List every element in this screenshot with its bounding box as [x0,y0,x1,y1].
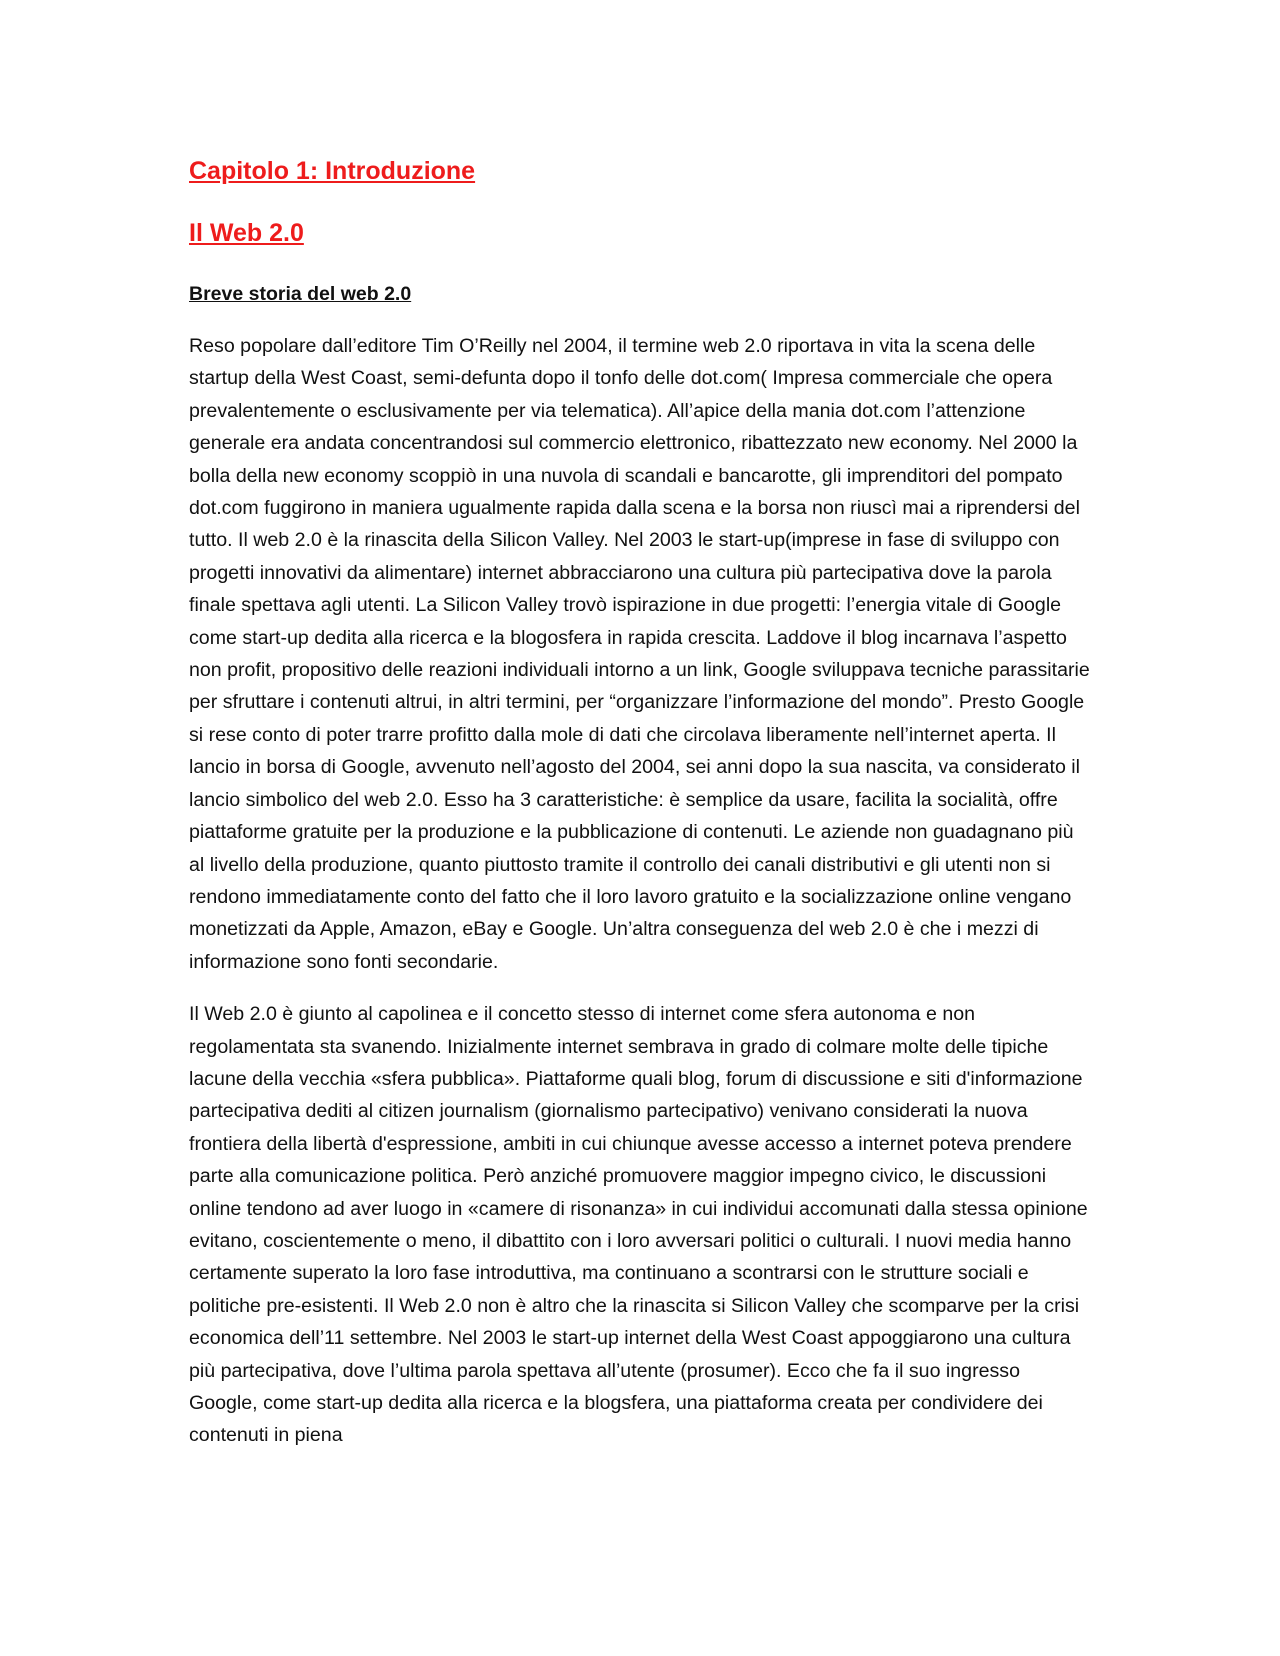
chapter-title: Capitolo 1: Introduzione [189,157,476,185]
body-paragraph-1: Reso popolare dall’editore Tim O’Reilly nel 2004, il termine web 2.0 riportava in vita la scena delle startup della West Coast, semi-defunta dopo il tonfo delle dot.com( Impresa commerciale che opera prevalentemente o esclusivamente per via telematica). All’apice della mania dot.com l’attenzione generale era andata concentrandosi sul commercio elettronico, ribattezzato new economy. Nel 2000 la bolla della new economy scoppiò in una nuvola di scandali e bancarotte, gli imprenditori del pompato dot.com fuggirono in maniera ugualmente rapida dalla scena e la borsa non riuscì mai a riprendersi del tutto. Il web 2.0 è la rinascita della Silicon Valley. Nel 2003 le start-up(imprese in fase di sviluppo con progetti innovativi da alimentare) internet abbracciarono una cultura più partecipativa dove la parola finale spettava agli utenti. La Silicon Valley trovò ispirazione in due progetti: l’energia vitale di Google come start-up dedita alla ricerca e la blogosfera in rapida crescita. Laddove il blog incarnava l’aspetto non profit, propositivo delle reazioni individuali intorno a un link, Google sviluppava tecniche parassitarie per sfruttare i contenuti altrui, in altri termini, per “organizzare l’informazione del mondo”. Presto Google si rese conto di poter trarre profitto dalla mole di dati che circolava liberamente nell’internet aperta. Il lancio in borsa di Google, avvenuto nell’agosto del 2004, sei anni dopo la sua nascita, va considerato il lancio simbolico del web 2.0. Esso ha 3 caratteristiche: è semplice da usare, facilita la socialità, offre piattaforme gratuite per la produzione e la pubblicazione di contenuti. Le aziende non guadagnano più al livello della produzione, quanto piuttosto tramite il controllo dei canali distributivi e gli utenti non si rendono immediatamente conto del fatto che il loro lavoro gratuito e la socializzazione online vengano monetizzati da Apple, Amazon, eBay e Google. Un’altra conseguenza del web 2.0 è che i mezzi di informazione sono fonti secondarie. [189,335,1090,973]
section-title: Il Web 2.0 [189,219,304,247]
subsection-title: Breve storia del web 2.0 [189,283,412,305]
body-paragraph-2: Il Web 2.0 è giunto al capolinea e il concetto stesso di internet come sfera autonoma e non regolamentata sta svanendo. Inizialmente internet sembrava in grado di colmare molte delle tipiche lacune della vecchia «sfera pubblica». Piattaforme quali blog, forum di discussione e siti d'informazione partecipativa dediti al citizen journalism (giornalismo partecipativo) venivano considerati la nuova frontiera della libertà d'espressione, ambiti in cui chiunque avesse accesso a internet poteva prendere parte alla comunicazione politica. Però anziché promuovere maggior impegno civico, le discussioni online tendono ad aver luogo in «camere di risonanza» in cui individui accomunati dalla stessa opinione evitano, coscientemente o meno, il dibattito con i loro avversari politici o culturali. I nuovi media hanno certamente superato la loro fase introduttiva, ma continuano a scontrarsi con le strutture sociali e politiche pre-esistenti. Il Web 2.0 non è altro che la rinascita si Silicon Valley che scomparve per la crisi economica dell’11 settembre. Nel 2003 le start-up internet della West Coast appoggiarono una cultura più partecipativa, dove l’ultima parola spettava all’utente (prosumer). Ecco che fa il suo ingresso Google, come start-up dedita alla ricerca e la blogsfera, una piattaforma creata per condividere dei contenuti in piena [189,1003,1088,1447]
document-body [189,150,1093,1452]
